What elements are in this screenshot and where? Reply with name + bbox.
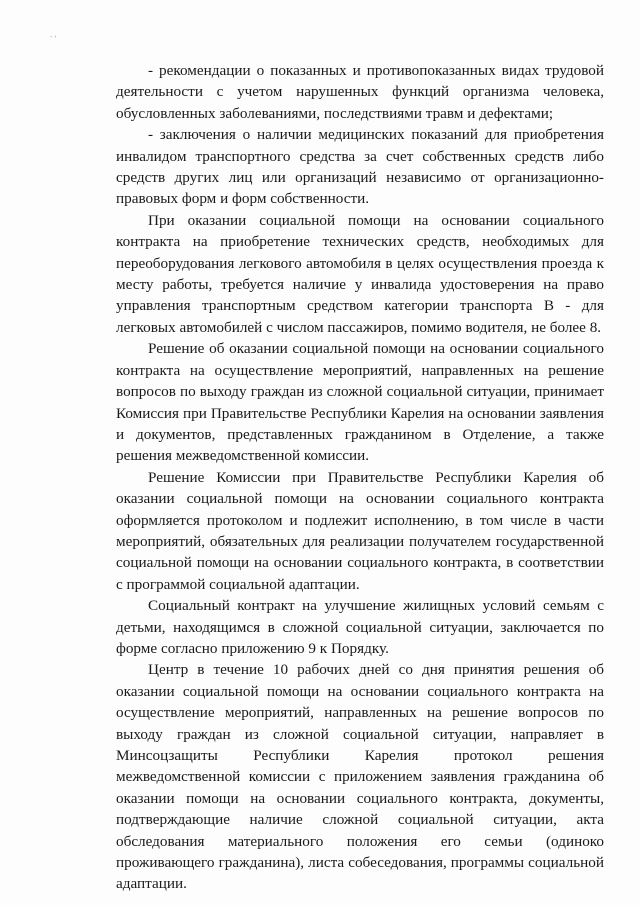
document-body <box>116 60 604 895</box>
paragraph-technical-means: При оказании социальной помощи на основании социального контракта на приобретение технических средств, необходимых для переоборудования легкового автомобиля в целях осуществления проезда к месту работы, требуется наличие у инвалида удостоверения на право управления транспортным средством категории транспорта В - для легковых автомобилей с числом пассажиров, помимо водителя, не более 8. <box>116 211 604 336</box>
scan-artifact-mark: ‧ ˒ <box>50 33 57 41</box>
paragraph-center-procedure: Центр в течение 10 рабочих дней со дня принятия решения об оказании социальной помощи на основании социального контракта на осуществление мероприятий, направленных на решение вопросов по выходу граждан из сложной социальной ситуации, направляет в Минсоцзащиты Республики Карелия протокол решения межведомственной комиссии с приложением заявления гражданина об оказании помощи на основании социального контракта, документы, подтверждающие наличие сложной социальной ситуации, акта обследования материального положения его семьи (одиноко проживающего гражданина), листа собеседования, программы социальной адаптации. <box>116 661 604 893</box>
list-item-recommendations: - рекомендации о показанных и противопоказанных видах трудовой деятельности с учетом нарушенных функций организма человека, обусловленных заболеваниями, последствиями травм и дефектами; <box>116 62 604 122</box>
list-item-medical-conclusions: - заключения о наличии медицинских показаний для приобретения инвалидом транспортного средства за счет собственных средств либо средств других лиц или организаций независимо от организационно-правовых форм и форм собственности. <box>116 126 604 208</box>
paragraph-protocol: Решение Комиссии при Правительстве Республики Карелия об оказании социальной помощи на основании социального контракта оформляется протоколом и подлежит исполнению, в том числе в части мероприятий, обязательных для реализации получателем государственной социальной помощи на основании социального контракта, в соответствии с программой социальной адаптации. <box>116 468 604 593</box>
paragraph-commission-decision: Решение об оказании социальной помощи на основании социального контракта на осуществление мероприятий, направленных на решение вопросов по выходу граждан из сложной социальной ситуации, принимает Комиссия при Правительстве Республики Карелия на основании заявления и документов, представленных гражданином в Отделение, а также решения межведомственной комиссии. <box>116 340 604 465</box>
paragraph-housing-contract: Социальный контракт на улучшение жилищных условий семьям с детьми, находящимся в сложной социальной ситуации, заключается по форме согласно приложению 9 к Порядку. <box>116 597 604 657</box>
